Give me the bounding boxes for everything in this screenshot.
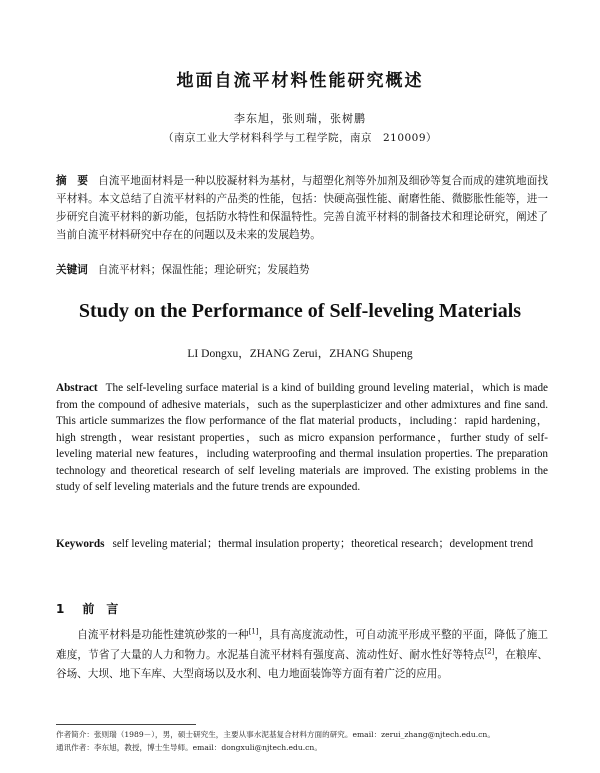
intro-text-part-2: ，具有高度流动性，可自动流平形成平整的平面，降低了施工难度，节省了大量的人力和物力。水泥基自流平材料有强度高、流动性好、耐水性好等特点	[56, 629, 549, 661]
chinese-keywords	[56, 262, 548, 277]
chinese-keywords-label: 关键词	[56, 264, 88, 276]
chinese-authors: 李东旭，张则瑞，张树鹏	[234, 112, 366, 125]
intro-text-part-3: ，在粮库、谷场、大坝、地下车库、大型商场以及水利、电力地面装饰等方面有着广泛的应用。	[56, 648, 549, 680]
introduction-paragraph	[56, 626, 548, 685]
english-title: Study on the Performance of Self-leveling Materials	[78, 300, 522, 322]
section-heading	[56, 600, 118, 617]
footnote-divider	[56, 724, 196, 725]
citation-2[interactable]: [2]	[484, 646, 495, 655]
english-authors: LI Dongxu，ZHANG Zerui，ZHANG Shupeng	[187, 348, 413, 360]
chinese-abstract-label: 摘 要	[56, 175, 89, 187]
chinese-abstract-text: 自流平地面材料是一种以胶凝材料为基材，与超塑化剂等外加剂及细砂等复合而成的建筑地面找平材料。本文总结了自流平材料的产品类的性能，包括：快硬高强性能、耐磨性能、微膨胀性能等，进一步研究自流平材料的新功能，包括防水特性和保温特性。完善自流平材料的制备技术和理论研究，阐述了当前自流平材料研究中存在的问题以及未来的发展趋势。	[56, 175, 549, 241]
chinese-affiliation: （南京工业大学材料科学与工程学院，南京 210009）	[162, 132, 438, 144]
english-keywords-label: Keywords	[56, 538, 105, 550]
section-title: 前 言	[82, 602, 119, 616]
chinese-abstract	[56, 172, 548, 244]
english-abstract-text: The self-leveling surface material is a kind of building ground leveling material，which is made from the compound of adhesive materials，such as the superplasticizer and other admixtures and fine sand. This article summarizes the flow performance of the flat material products，including：rapid hardening，high strength，wear resistant properties，such as micro expansion performance，further study of self-leveling material new features，including waterproofing and thermal insulation properties. The preparation technology and theoretical research of self leveling materials are improved. The existing problems in the study of self leveling materials and the future trends are expounded.	[56, 382, 548, 493]
footnote-corresponding-author: 通讯作者：李东旭，教授，博士生导师。email：dongxuli@njtech.edu.cn。	[56, 743, 322, 752]
english-abstract-label: Abstract	[56, 382, 98, 394]
english-keywords-text: self leveling material；thermal insulation property；theoretical research；development trend	[112, 538, 534, 550]
footnote-author-info: 作者简介：张则瑞（1989－），男，硕士研究生，主要从事水泥基复合材料方面的研究。email：zerui_zhang@njtech.edu.cn。	[56, 730, 495, 739]
section-number: 1	[56, 602, 65, 616]
intro-text-part-1: 自流平材料是功能性建筑砂浆的一种	[77, 629, 249, 641]
citation-1[interactable]: [1]	[248, 627, 259, 636]
english-keywords	[56, 536, 548, 553]
english-abstract	[56, 380, 548, 496]
chinese-keywords-text: 自流平材料；保温性能；理论研究；发展趋势	[97, 264, 310, 276]
chinese-title: 地面自流平材料性能研究概述	[176, 71, 424, 91]
